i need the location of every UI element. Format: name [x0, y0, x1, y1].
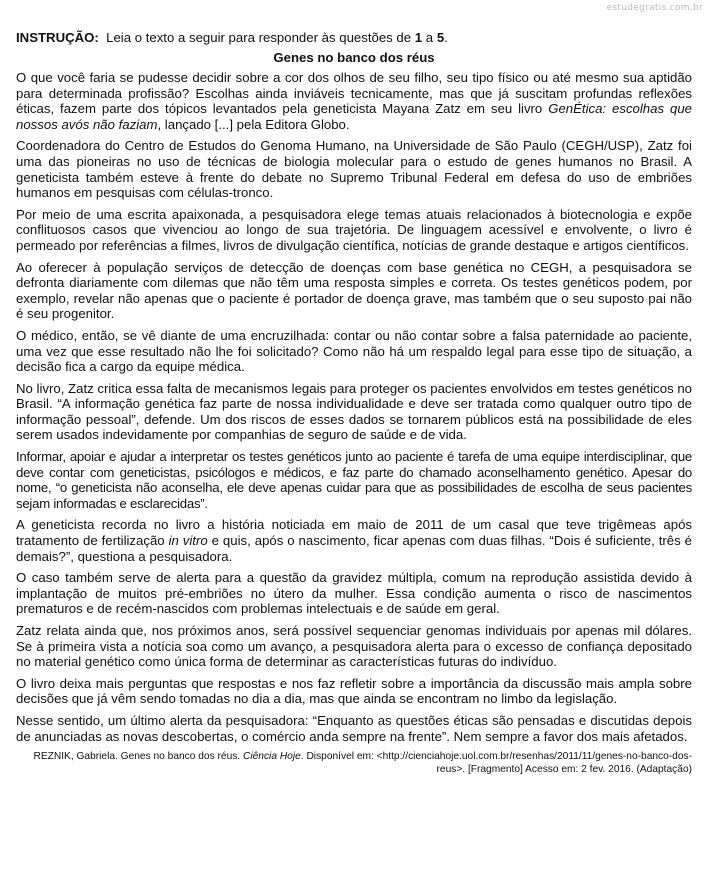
paragraph-11: O livro deixa mais perguntas que respostas e nos faz refletir sobre a importância da discussão mais ampla sobre decisões que já vêm sendo tomadas no dia a dia, mas que ainda se encontram no limbo da legislação. [16, 675, 692, 707]
reference-details: . Disponível em: <http://cienciahoje.uol.com.br/resenhas/2011/11/genes-no-banco-dos-reus>. [Fragmento] Acesso em: 2 fev. 2016. (Adaptação) [300, 751, 692, 776]
paragraph-1 [16, 70, 692, 132]
source-reference [16, 750, 692, 776]
instruction-text: Leia o texto a seguir para responder às questões de [106, 30, 412, 45]
paragraph-9: O caso também serve de alerta para a questão da gravidez múltipla, comum na reprodução assistida devido à implantação de muitos pré-embriões no útero da mulher. Essa condição aumenta o risco de nascimentos prematuros e de recém-nascidos com problemas intelectuais e de saúde em geral. [16, 570, 692, 617]
paragraph-12: Nesse sentido, um último alerta da pesquisadora: “Enquanto as questões éticas são pensadas e discutidas depois de anunciadas as novas descobertas, o comércio anda sempre na frente”. Nem sempre a favor dos mais afetados. [16, 712, 692, 744]
paragraph-8-text: A geneticista recorda no livro a história noticiada em maio de 2011 de um casal que teve trigêmeas após tratamento de fertilização [16, 517, 692, 549]
instruction-end: . [444, 30, 448, 45]
reference-author: REZNIK, Gabriela. Genes no banco dos réus. [33, 751, 241, 763]
instruction-connector: a [425, 30, 434, 45]
paragraph-8 [16, 517, 692, 564]
paragraph-1-text: O que você faria se pudesse decidir sobre a cor dos olhos de seu filho, seu tipo físico ou até mesmo sua aptidão para determinada profissão? Escolhas ainda inviáveis tecnicamente, mas que já suscitam profundas reflexões éticas, fazem parte dos tópicos levantados pela geneticista Mayana Zatz em seu livro [16, 70, 692, 117]
reference-journal: Ciência Hoje [243, 751, 301, 763]
exam-text [16, 30, 692, 776]
book-title: GenÉtica: escolhas que nossos avós não faziam [16, 101, 692, 132]
article-title: Genes no banco dos réus [273, 50, 435, 65]
paragraph-5: O médico, então, se vê diante de uma encruzilhada: contar ou não contar sobre a falsa paternidade ao paciente, uma vez que esse resultado não lhe foi solicitado? Como não há um respaldo legal para esse tipo de situação, a decisão fica a cargo da equipe médica. [16, 327, 692, 375]
paragraph-1-end: , lançado [...] pela Editora Globo. [157, 116, 350, 132]
site-watermark: estudegratis.com.br [606, 3, 703, 13]
question-from: 1 [414, 30, 423, 45]
paragraph-6: No livro, Zatz critica essa falta de mecanismos legais para proteger os pacientes envolvidos em testes genéticos no Brasil. “A informação genética faz parte de nossa individualidade e deve ser tratada como qualquer outro tipo de informação pessoal”, defende. Um dos riscos de esses dados se tornarem públicos está na possibilidade de eles serem usados indevidamente por companhias de seguro de saúde e de vida. [16, 380, 692, 443]
paragraph-10: Zatz relata ainda que, nos próximos anos, será possível sequenciar genomas individuais por apenas mil dólares. Se à primeira vista a notícia soa como um avanço, a pesquisadora alerta para o excesso de confiança depositado no material genético como única forma de determinar as características futuras do indivíduo. [16, 623, 692, 670]
paragraph-2: Coordenadora do Centro de Estudos do Genoma Humano, na Universidade de São Paulo (CEGH/USP), Zatz foi uma das pioneiras no uso de técnicas de biologia molecular para o estudo de genes humanos no Brasil. A geneticista também esteve à frente do debate no Supremo Tribunal Federal em defesa do uso de embriões humanos em pesquisas com células-tronco. [16, 138, 692, 201]
paragraph-4: Ao oferecer à população serviços de detecção de doenças com base genética no CEGH, a pesquisadora se defronta diariamente com dilemas que não têm uma resposta simples e correta. Os testes genéticos podem, por exemplo, revelar não apenas que o paciente é portador de doença grave, mas também que o seu suposto pai não é seu progenitor. [16, 259, 692, 322]
paragraph-7: Informar, apoiar e ajudar a interpretar os testes genéticos junto ao paciente é tarefa de uma equipe interdisciplinar, que deve contar com geneticistas, psicólogos e médicos, e faz parte do chamado aconselhamento genético. Apesar do nome, “o geneticista não aconselha, ele deve apenas cuidar para que as possibilidades de escolha de seus pacientes sejam informadas e esclarecidas”. [16, 449, 692, 511]
paragraph-3: Por meio de uma escrita apaixonada, a pesquisadora elege temas atuais relacionados à biotecnologia e expõe conflituosos casos que vivenciou ao longo de sua trajetória. De linguagem acessível e envolvente, o livro é permeado por referências a filmes, livros de divulgação científica, notícias de grande destaque e artigos científicos. [16, 206, 692, 253]
instruction-label: INSTRUÇÃO: [16, 30, 99, 45]
instruction [16, 30, 692, 46]
paragraph-8-end: e quis, após o nascimento, ficar apenas com duas filhas. “Dois é suficiente, três é demais?”, questiona a pesquisadora. [16, 533, 692, 564]
in-vitro-term: in vitro [168, 533, 208, 549]
question-to: 5 [436, 30, 445, 45]
